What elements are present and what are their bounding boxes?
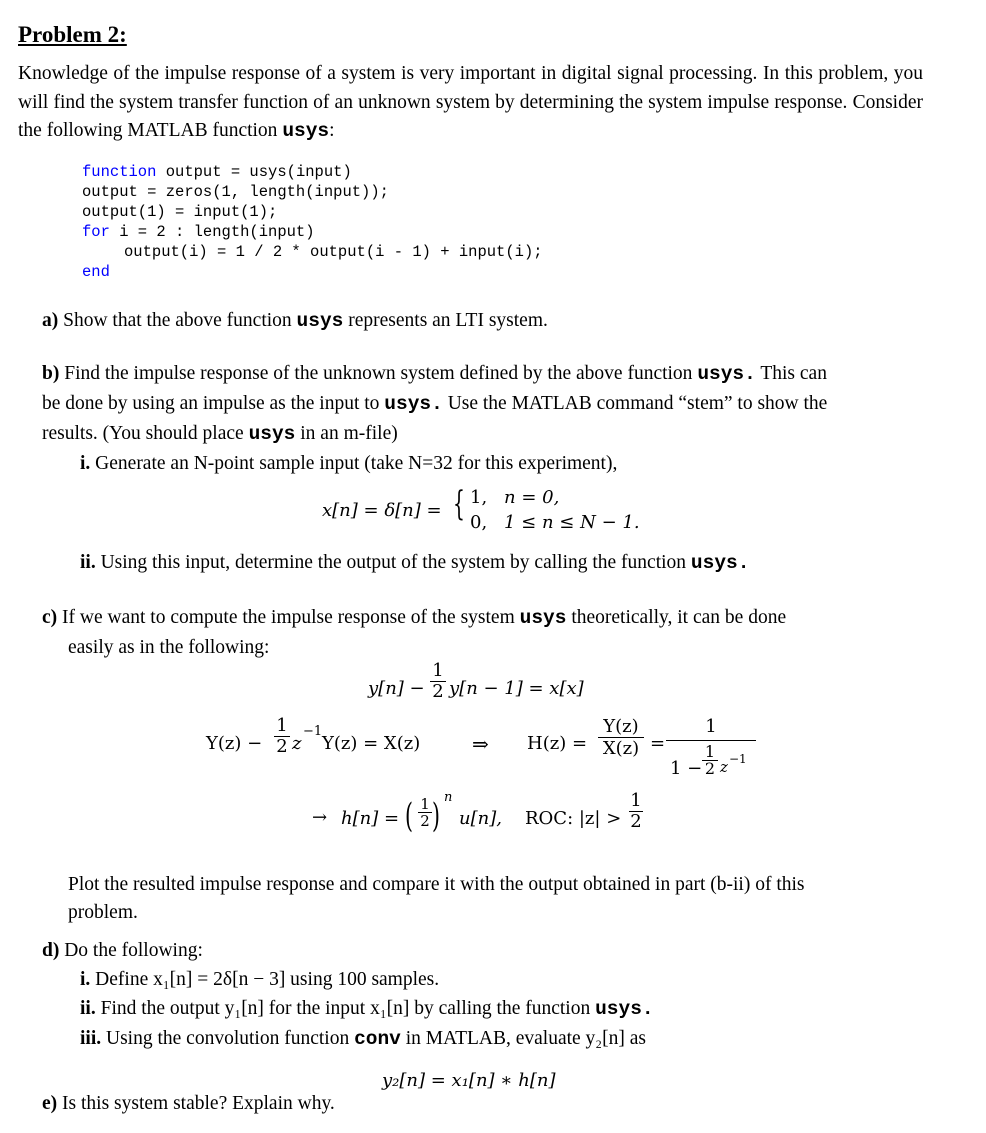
code-line-6: [82, 262, 110, 282]
part-b-i-label: i.: [80, 453, 91, 474]
part-c-func: usys: [519, 607, 567, 629]
part-d: [42, 936, 203, 966]
part-b-label: b): [42, 363, 60, 384]
code-keyword-for: for: [82, 223, 110, 241]
implies-arrow: ⇒: [472, 732, 489, 756]
part-d-i-label: i.: [80, 969, 91, 990]
part-b-text-end: This can: [755, 363, 827, 384]
eq2-lhs: Y(z) −: [206, 733, 263, 754]
eq1-fraction: [430, 661, 446, 702]
roc-text: ROC: |z| >: [525, 808, 622, 829]
part-c-plot-line-1: Plot the resulted impulse response and compare it with the output obtained in part (b-ii) of this: [68, 874, 805, 895]
part-d-i: [80, 965, 439, 995]
part-b-text-end: Use the MATLAB command “stem” to show the: [442, 393, 828, 414]
roc-frac-den: 2: [630, 811, 642, 832]
part-a-text-end: represents an LTI system.: [343, 310, 548, 331]
case-2-condition: 1 ≤ n ≤ N − 1.: [504, 512, 640, 533]
part-b-i: [80, 449, 617, 479]
part-b-text-end: in an m-file): [295, 423, 398, 444]
eq3-fraction: [418, 796, 432, 829]
part-b-line-2: [42, 389, 827, 419]
equals-sign: =: [650, 733, 666, 754]
code-keyword-end: end: [82, 263, 110, 281]
roc-frac-num: 1: [630, 790, 642, 811]
part-d-ii: [80, 994, 654, 1024]
eq3-rhs: u[n],: [459, 808, 502, 829]
part-b-text: results. (You should place: [42, 423, 249, 444]
code-line-5: output(i) = 1 / 2 * output(i - 1) + input(i);: [124, 243, 543, 261]
part-b-line-3: [42, 419, 398, 449]
transfer-num: Y(z): [603, 716, 639, 737]
part-d-iii-label: iii.: [80, 1028, 102, 1049]
transfer-den: X(z): [598, 737, 644, 759]
part-c-text: If we want to compute the impulse response of the system: [57, 607, 520, 628]
transfer-den-frac-den: 2: [702, 760, 718, 777]
part-c-line-2: easily as in the following:: [68, 637, 270, 658]
part-d-i-text: Define x₁[n] = 2δ[n − 3] using 100 samples.: [90, 969, 440, 990]
part-b-func: usys: [248, 423, 296, 445]
code-text: i = 2 : length(input): [109, 223, 315, 241]
part-d-label: d): [42, 940, 60, 961]
part-e: [42, 1089, 335, 1119]
transfer-den-z: z: [720, 758, 728, 776]
eq2-z: z: [292, 733, 302, 754]
eq3-exponent: n: [444, 790, 453, 805]
transfer-lhs: H(z) =: [527, 733, 588, 754]
intro-text: Knowledge of the impulse response of a system is very important in digital signal processing. In this problem, you will find the system transfer function of an unknown system by determining the system impulse response. Consider the following MATLAB function: [18, 63, 923, 141]
case-1-value: 1,: [470, 487, 488, 508]
eq2-frac-den: 2: [274, 736, 290, 757]
eq3-frac-den: 2: [418, 812, 432, 829]
transfer-den-frac-num: 1: [704, 742, 716, 761]
roc-fraction: [629, 791, 643, 832]
eq3-arrow: →: [312, 807, 328, 828]
eq3-frac-num: 1: [420, 795, 430, 813]
transfer-rhs-num: 1: [705, 716, 717, 737]
part-a-text: Show that the above function: [58, 310, 297, 331]
intro-paragraph: [18, 60, 923, 146]
problem-title: Problem 2:: [18, 22, 127, 47]
transfer-fraction: [598, 716, 644, 759]
eq2-fraction: [274, 716, 290, 757]
eq2-frac-num: 1: [276, 715, 288, 736]
part-a: [42, 306, 548, 336]
case-2-value: 0,: [470, 512, 488, 533]
part-c-text-end: theoretically, it can be done: [566, 607, 787, 628]
part-e-text: Is this system stable? Explain why.: [57, 1093, 335, 1114]
eq1-frac-den: 2: [430, 681, 446, 702]
part-b-func: usys.: [384, 393, 443, 415]
case-1-condition: n = 0,: [504, 487, 560, 508]
eq2-rhs: Y(z) = X(z): [322, 733, 421, 754]
part-b-ii: [80, 548, 749, 578]
part-d-ii-func: usys.: [595, 998, 654, 1020]
part-d-iii-text: Using the convolution function: [101, 1028, 355, 1049]
part-a-func: usys: [296, 310, 344, 332]
eq1-frac-num: 1: [432, 660, 444, 681]
code-line-4: [82, 222, 315, 242]
eq1-rhs: y[n − 1] = x[x]: [449, 678, 584, 699]
code-line-3: output(1) = input(1);: [82, 203, 278, 221]
part-b-ii-label: ii.: [80, 552, 96, 573]
part-a-label: a): [42, 310, 59, 331]
eq3-paren-left: (: [405, 796, 413, 836]
part-b-ii-text: Using this input, determine the output of the system by calling the function: [95, 552, 691, 573]
part-b-ii-func: usys.: [690, 552, 750, 574]
transfer-den-prefix: 1 −: [670, 758, 703, 779]
intro-func-name: usys: [282, 120, 330, 142]
part-b-func: usys.: [697, 363, 756, 385]
part-d-ii-text: Find the output y₁[n] for the input x₁[n] by calling the function: [95, 998, 596, 1019]
code-keyword-function: function: [82, 163, 157, 181]
part-c-label: c): [42, 607, 58, 628]
eq3-paren-right: ): [432, 796, 440, 836]
code-line-1: [82, 162, 352, 182]
part-c-line-1: [42, 603, 786, 633]
part-b-line-1: [42, 359, 827, 389]
part-c-plot-line-2: problem.: [68, 902, 138, 923]
code-line-2: output = zeros(1, length(input));: [82, 183, 389, 201]
intro-colon: :: [329, 120, 335, 141]
eq3-lhs: h[n] =: [341, 808, 400, 829]
part-d-iii-text-end: in MATLAB, evaluate y₂[n] as: [400, 1028, 646, 1049]
code-text: output = usys(input): [156, 163, 352, 181]
delta-equation-lhs: x[n] = δ[n] =: [322, 500, 442, 521]
eq2-exponent: −1: [303, 724, 323, 739]
eq1-lhs: y[n] −: [368, 678, 425, 699]
piecewise-brace: {: [453, 484, 465, 524]
transfer-den-exponent: −1: [729, 752, 747, 766]
part-d-iii-func: conv: [354, 1028, 401, 1050]
part-b-text: be done by using an impulse as the input to: [42, 393, 385, 414]
part-d-ii-label: ii.: [80, 998, 96, 1019]
transfer-rhs-line: [666, 740, 756, 741]
transfer-den-fraction: [702, 744, 718, 777]
part-e-label: e): [42, 1093, 58, 1114]
part-b-text: Find the impulse response of the unknown system defined by the above function: [59, 363, 698, 384]
part-d-iii: [80, 1024, 646, 1054]
part-b-i-text: Generate an N-point sample input (take N=32 for this experiment),: [90, 453, 618, 474]
part-d-text: Do the following:: [59, 940, 203, 961]
convolution-equation: y₂[n] = x₁[n] ∗ h[n]: [382, 1070, 556, 1091]
